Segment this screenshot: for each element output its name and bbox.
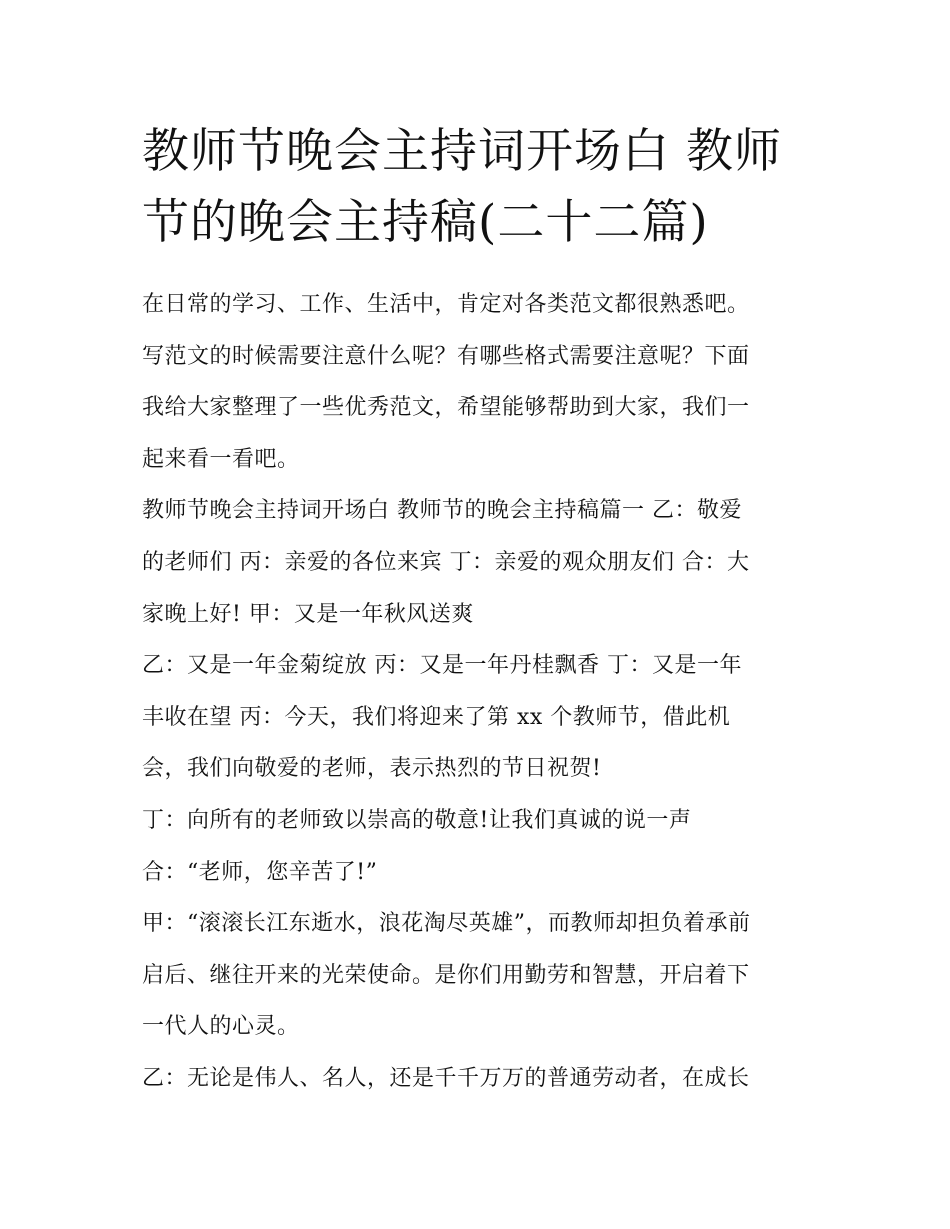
title-line-1: 教师节晚会主持词开场白 教师 <box>142 124 782 179</box>
body-line: 启后、继往开来的光荣使命。是你们用勤劳和智慧，开启着下 <box>142 962 750 988</box>
body-line: 教师节晚会主持词开场白 教师节的晚会主持稿篇一 乙：敬爱 <box>142 498 742 524</box>
body-line: 乙：又是一年金菊绽放 丙：又是一年丹桂飘香 丁：又是一年 <box>142 653 742 679</box>
body-line: 乙：无论是伟人、名人，还是千千万万的普通劳动者，在成长 <box>142 1065 750 1091</box>
title-line-2: 节的晚会主持稿(二十二篇) <box>142 195 709 250</box>
body-line: 会，我们向敬爱的老师，表示热烈的节日祝贺! <box>142 756 602 782</box>
body-line: 丰收在望 丙：今天，我们将迎来了第 xx 个教师节，借此机 <box>142 704 731 730</box>
document-title <box>142 116 842 258</box>
body-line: 丁：向所有的老师致以崇高的敬意!让我们真诚的说一声 <box>142 807 692 833</box>
body-line: 的老师们 丙：亲爱的各位来宾 丁：亲爱的观众朋友们 合：大 <box>142 549 750 575</box>
body-line: 写范文的时候需要注意什么呢？有哪些格式需要注意呢？下面 <box>142 343 750 369</box>
body-line: 在日常的学习、工作、生活中，肯定对各类范文都很熟悉吧。 <box>142 292 750 317</box>
body-line: 甲：“滚滚长江东逝水，浪花淘尽英雄”，而教师却担负着承前 <box>142 911 751 937</box>
body-line: 家晚上好! 甲：又是一年秋风送爽 <box>142 601 474 627</box>
body-line: 一代人的心灵。 <box>142 1014 300 1040</box>
document-body <box>142 279 822 1105</box>
body-line: 起来看一看吧。 <box>142 446 300 472</box>
body-line: 我给大家整理了一些优秀范文，希望能够帮助到大家，我们一 <box>142 395 750 421</box>
body-line: 合：“老师，您辛苦了!” <box>142 859 378 885</box>
